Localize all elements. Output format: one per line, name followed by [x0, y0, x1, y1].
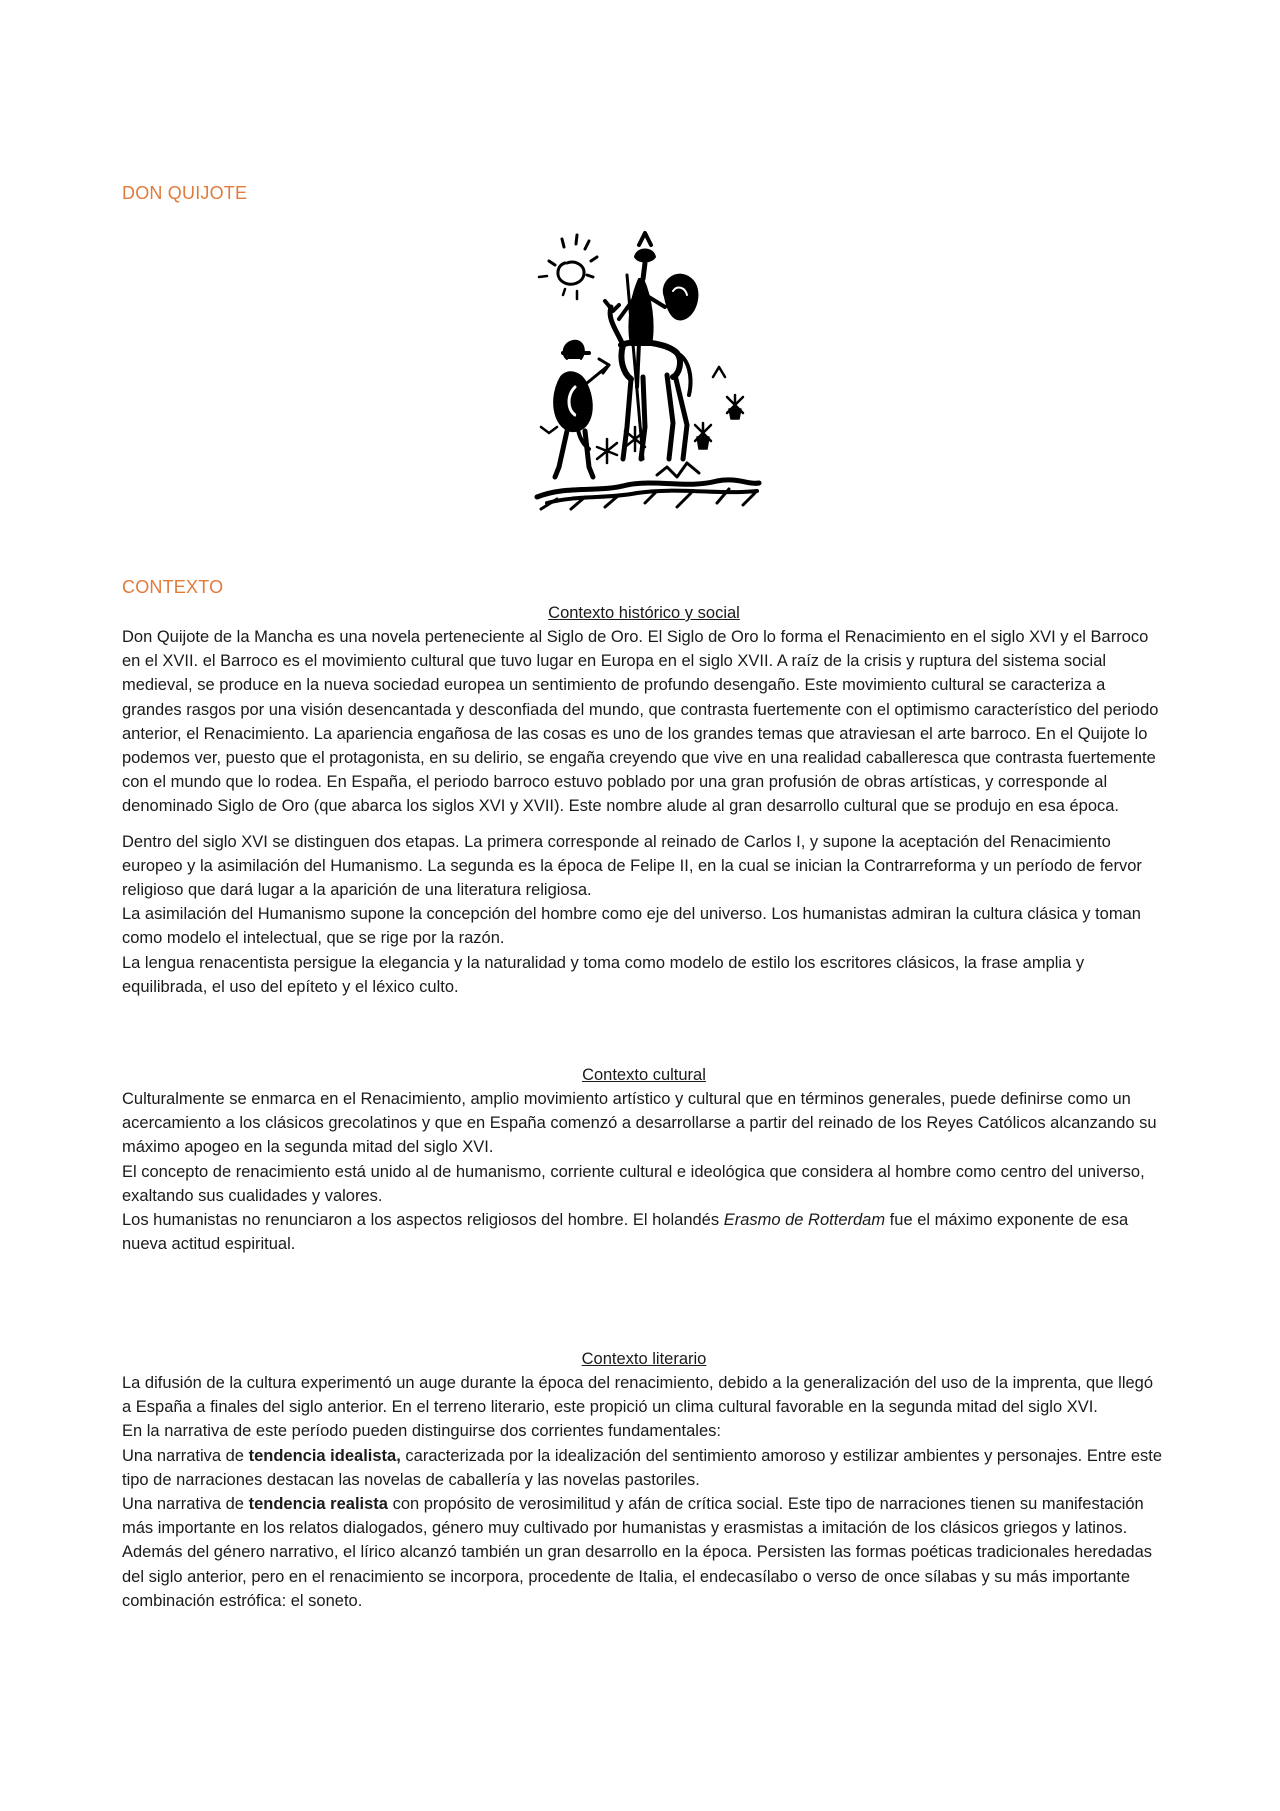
section-contexto-cultural — [122, 1063, 1166, 1256]
bold-text: tendencia idealista, — [248, 1446, 401, 1465]
section-contexto-literario — [122, 1347, 1166, 1613]
paragraph — [122, 1444, 1166, 1492]
paragraph — [122, 1492, 1166, 1540]
text-run: caracterizada por la idealización del sentimiento amoroso y estilizar ambientes y personajes. Entre este tipo de narraciones destacan las novelas de caballería y las novelas pastoriles. — [122, 1446, 1163, 1489]
don-quixote-sketch-icon — [527, 227, 767, 519]
subheading-historico: Contexto histórico y social — [548, 604, 740, 622]
text-run: fue el máximo exponente de esa nueva actitud espiritual. — [122, 1211, 1129, 1254]
bold-text: tendencia realista — [248, 1495, 388, 1514]
paragraph: Dentro del siglo XVI se distinguen dos etapas. La primera corresponde al reinado de Carlos I, y supone la aceptación del Renacimiento europeo y la asimilación del Humanismo. La segunda es la época de Felipe II, en la cual se inician la Contrarreforma y un período de fervor religioso que dará lugar a la aparición de una literatura religiosa. — [122, 832, 1142, 900]
text-run: Una narrativa de — [122, 1446, 249, 1465]
paragraph — [122, 1208, 1166, 1256]
document-title: DON QUIJOTE — [122, 183, 248, 203]
paragraph: El concepto de renacimiento está unido al de humanismo, corriente cultural e ideológica que considera al hombre como centro del universo, exaltando sus cualidades y valores. — [122, 1162, 1145, 1205]
paragraph: Además del género narrativo, el lírico alcanzó también un gran desarrollo en la época. Persisten las formas poéticas tradicionales heredadas del siglo anterior, pero en el renacimiento se incorpora, procedente de Italia, el endecasílabo o verso de once sílabas y su más importante combinación estrófica: el soneto. — [122, 1543, 1152, 1610]
paragraph: Don Quijote de la Mancha es una novela perteneciente al Siglo de Oro. El Siglo de Oro lo forma el Renacimiento en el siglo XVI y el Barroco en el XVII. el Barroco es el movimiento cultural que tuvo lugar en Europa en el siglo XVII. A raíz de la crisis y ruptura del sistema social medieval, se produce en la nueva sociedad europea un sentimiento de profundo desengaño. Este movimiento cultural se caracteriza a grandes rasgos por una visión desencantada y desconfiada del mundo, que contrasta fuertemente con el optimismo característico del periodo anterior, el Renacimiento. La apariencia engañosa de las cosas es uno de los grandes temas que atraviesan el arte barroco. En el Quijote lo podemos ver, puesto que el protagonista, en su delirio, se engaña creyendo que vive en una realidad caballeresca que contrasta fuertemente con el mundo que lo rodea. En España, el periodo barroco estuvo poblado por una gran profusión de obras artísticas, y corresponde al denominado Siglo de Oro (que abarca los siglos XVI y XVII). Este nombre alude al gran desarrollo cultural que se produjo en esa época. — [122, 628, 1159, 816]
paragraph: La lengua renacentista persigue la elegancia y la naturalidad y toma como modelo de estilo los escritores clásicos, la frase amplia y equilibrada, el uso del epíteto y el léxico culto. — [122, 953, 1085, 996]
paragraph: La difusión de la cultura experimentó un auge durante la época del renacimiento, debido a la generalización del uso de la imprenta, que llegó a España a finales del siglo anterior. En el terreno literario, este propició un clima cultural favorable en la segunda mitad del siglo XVI. — [122, 1374, 1154, 1417]
text-run: Una narrativa de — [122, 1495, 249, 1514]
italic-text: Erasmo de Rotterdam — [723, 1211, 886, 1230]
paragraph: En la narrativa de este período pueden distinguirse dos corrientes fundamentales: — [122, 1422, 721, 1441]
subheading-cultural: Contexto cultural — [582, 1066, 706, 1084]
section-contexto-historico — [122, 601, 1166, 999]
text-run: Los humanistas no renunciaron a los aspectos religiosos del hombre. El holandés — [122, 1211, 724, 1230]
paragraph: Culturalmente se enmarca en el Renacimiento, amplio movimiento artístico y cultural que en términos generales, puede definirse como un acercamiento a los clásicos grecolatinos y que en España comenzó a desarrollarse a partir del reinado de los Reyes Católicos alcanzando su máximo apogeo en la segunda mitad del siglo XVI. — [122, 1090, 1157, 1157]
paragraph: La asimilación del Humanismo supone la concepción del hombre como eje del universo. Los humanistas admiran la cultura clásica y toman como modelo el intelectual, que se rige por la razón. — [122, 905, 1141, 948]
section-heading-contexto: CONTEXTO — [122, 577, 224, 597]
don-quixote-illustration — [527, 227, 767, 519]
subheading-literario: Contexto literario — [581, 1350, 707, 1368]
text-run: con propósito de verosimilitud y afán de crítica social. Este tipo de narraciones tienen su manifestación más importante en los relatos dialogados, género muy cultivado por humanistas y erasmistas a imitación de los clásicos griegos y latinos. — [122, 1495, 1144, 1538]
